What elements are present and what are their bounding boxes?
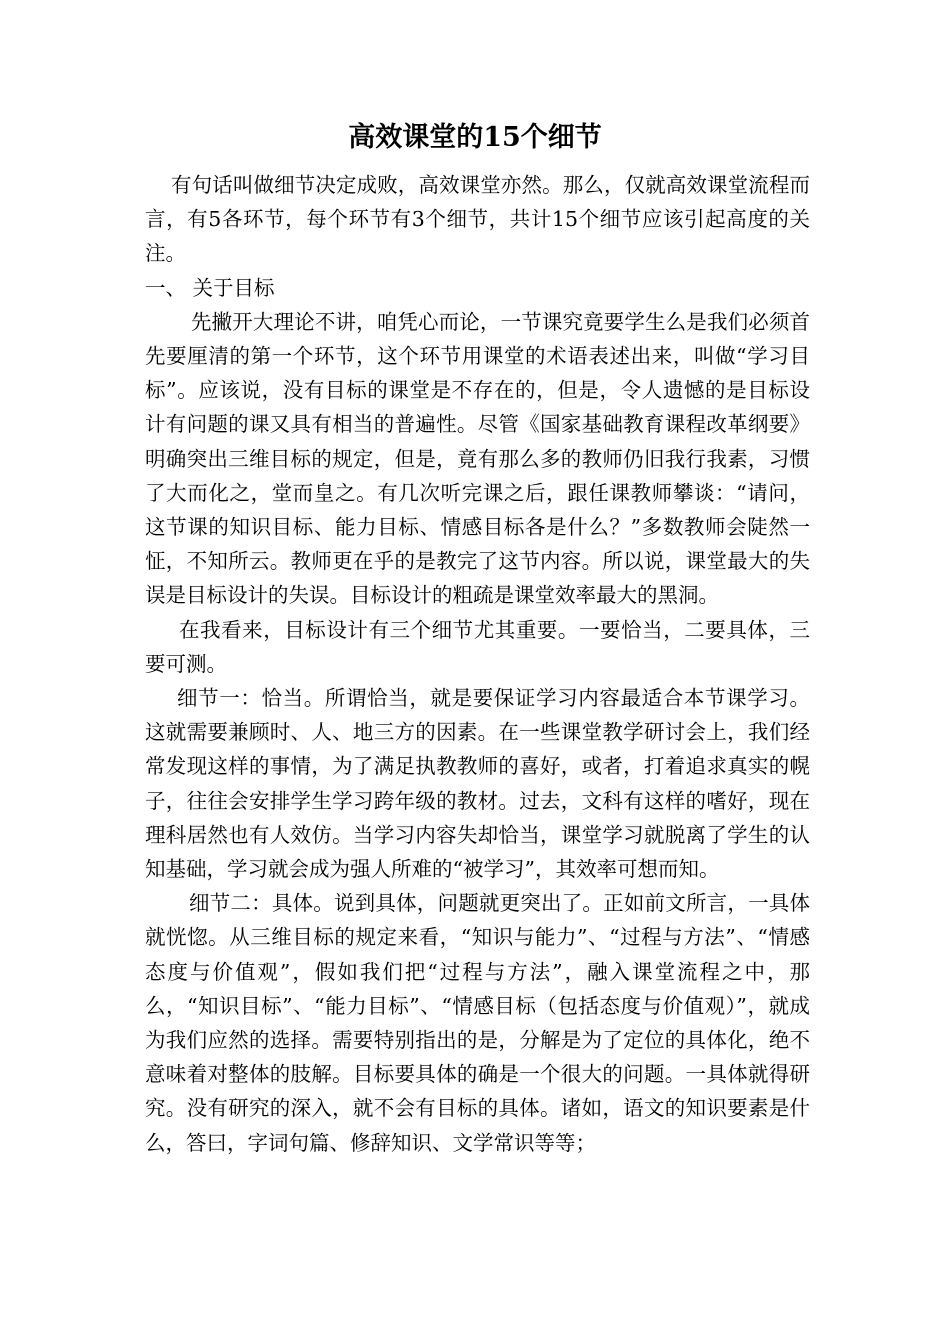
goal-paragraph: 先撇开大理论不讲，咱凭心而论，一节课究竟要学生么是我们必须首先要厘清的第一个环节，这个环节用课堂的术语表述出来，叫做“学习目标”。应该说，没有目标的课堂是不存在的，但是，令人遗憾的是目标设计有问题的课又具有相当的普遍性。尽管《国家基础教育课程改革纲要》明确突出三维目标的规定，但是，竟有那么多的教师仍旧我行我素，习惯了大而化之，堂而皇之。有几次听完课之后，跟任课教师攀谈：“请问，这节课的知识目标、能力目标、情感目标各是什么？”多数教师会陡然一怔，不知所云。教师更在乎的是教完了这节内容。所以说，课堂最大的失误是目标设计的失误。目标设计的粗疏是课堂效率最大的黑洞。 [145,309,810,608]
intro-paragraph: 有句话叫做细节决定成败，高效课堂亦然。那么，仅就高效课堂流程而言，有5各环节，每个环节有3个细节，共计15个细节应该引起高度的关注。 [145,173,810,266]
detail-two-paragraph: 细节二：具体。说到具体，问题就更突出了。正如前文所言，一具体就恍惚。从三维目标的规定来看，“知识与能力”、“过程与方法”、“情感态度与价值观”，假如我们把“过程与方法”，融入课堂流程之中，那么，“知识目标”、“能力目标”、“情感目标（包括态度与价值观）”，就成为我们应然的选择。需要特别指出的是，分解是为了定位的具体化，绝不意味着对整体的肢解。目标要具体的确是一个很大的问题。一具体就得研究。没有研究的深入，就不会有目标的具体。诸如，语文的知识要素是什么，答曰，字词句篇、修辞知识、文学常识等等； [145,891,810,1155]
document-title: 高效课堂的15个细节 [348,122,602,153]
section-heading: 一、 关于目标 [145,275,275,300]
detail-one-paragraph: 细节一：恰当。所谓恰当，就是要保证学习内容最适合本节课学习。这就需要兼顾时、人、地三方的因素。在一些课堂教学研讨会上，我们经常发现这样的事情，为了满足执教教师的喜好，或者，打着追求真实的幌子，往往会安排学生学习跨年级的教材。过去，文科有这样的嗜好，现在理科居然也有人效仿。当学习内容失却恰当，课堂学习就脱离了学生的认知基础，学习就会成为强人所难的“被学习”，其效率可想而知。 [145,686,810,882]
three-details-paragraph: 在我看来，目标设计有三个细节尤其重要。一要恰当，二要具体，三要可测。 [145,617,810,676]
document-body [145,168,810,1160]
